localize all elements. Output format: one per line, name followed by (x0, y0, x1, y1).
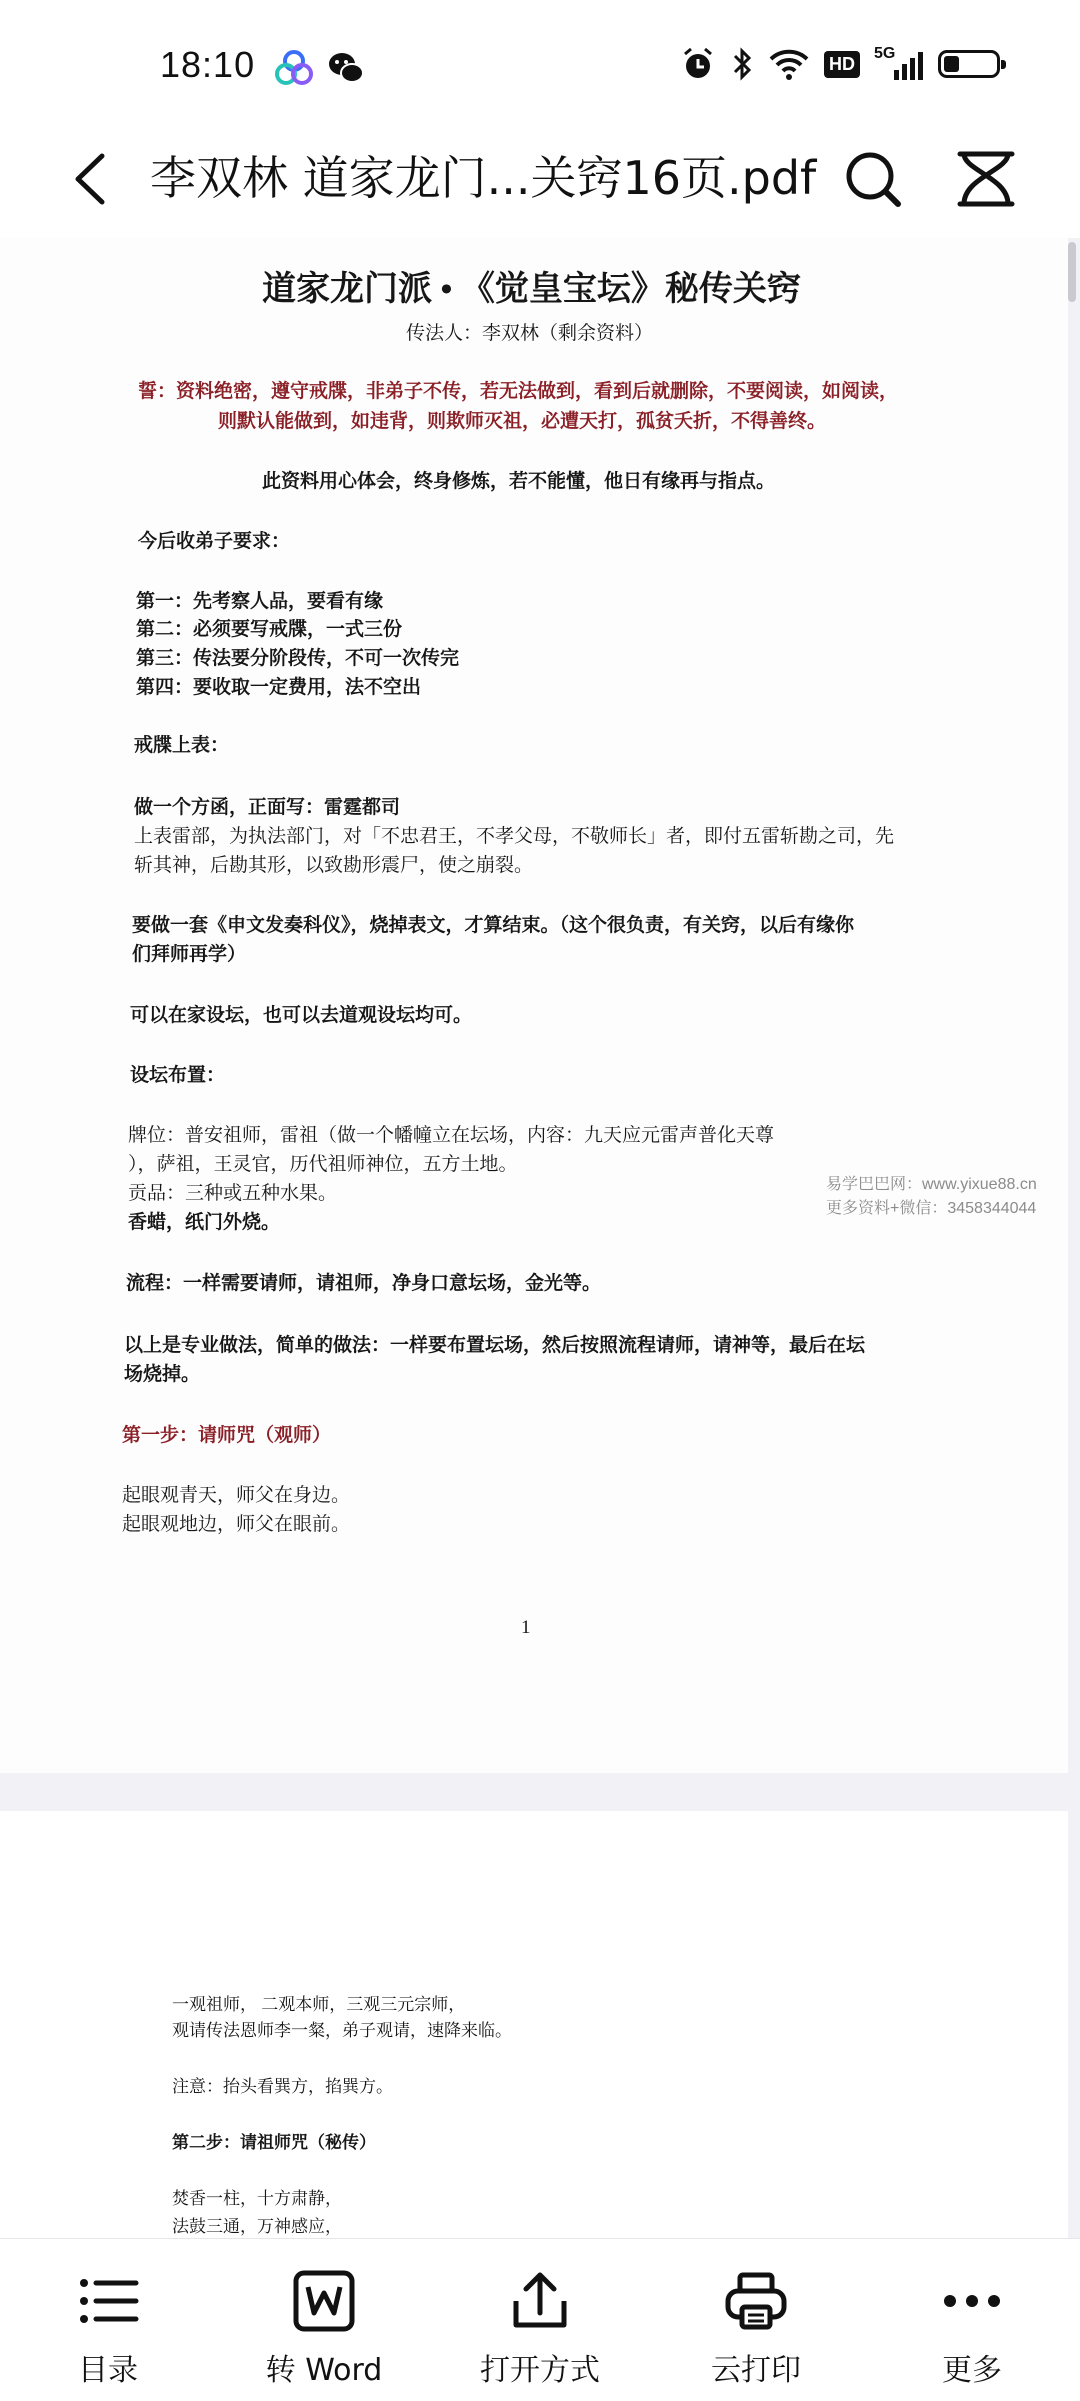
bottom-toolbar (0, 2238, 1080, 2401)
status-bar (0, 0, 1080, 120)
verse-line-1: 起眼观青天，师父在身边。 (122, 1485, 351, 1506)
signal-icon (874, 46, 924, 82)
page2-attention: 注意：抬头看巽方，掐巽方。 (172, 2077, 393, 2096)
pdf-page-1 (0, 238, 1068, 1773)
alarm-icon (680, 46, 716, 82)
battery-level (944, 56, 959, 72)
requirement-2: 第二：必须要写戒牒，一式三份 (136, 619, 403, 640)
app-icon (274, 48, 314, 88)
step-2-heading: 第二步：请祖师咒（秘传） (172, 2133, 376, 2152)
to-word-label: 转 Word (265, 2353, 383, 2388)
status-time: 18:10 (160, 44, 256, 85)
toc-label: 目录 (78, 2353, 138, 2388)
requirement-3: 第三：传法要分阶段传，不可一次传完 (136, 648, 460, 669)
oath-line-1: 誓：资料绝密，遵守戒牒，非弟子不传，若无法做到，看到后就删除，不要阅读，如阅读， (138, 381, 899, 402)
simple-method-2: 场烧掉。 (124, 1364, 201, 1385)
tablet-text-1: 牌位：普安祖师，雷祖（做一个幡幢立在坛场，内容：九天应元雷声普化天尊 (128, 1125, 775, 1146)
doc-note: 此资料用心体会，终身修炼，若不能懂，他日有缘再与指点。 (262, 471, 776, 492)
page2-line-1: 一观祖师， 二观本师，三观三元宗师， (172, 1995, 466, 2014)
altar-layout-heading: 设坛布置： (130, 1065, 226, 1086)
watermark-line-1: 易学巴巴网：www.yixue88.cn (826, 1176, 1037, 1193)
word-icon (292, 2269, 356, 2333)
watermark-line-2: 更多资料+微信：3458344044 (826, 1200, 1037, 1217)
bluetooth-icon (730, 46, 754, 82)
hd-icon: HD (824, 51, 860, 78)
process-text: 流程：一样需要请师，请祖师，净身口意坛场，金光等。 (126, 1273, 602, 1294)
network-type: 5G (874, 45, 896, 62)
list-icon (76, 2269, 140, 2333)
ritual-text-1: 要做一套《申文发奏科仪》，烧掉表文，才算结束。（这个很负责，有关窍，以后有缘你 (132, 915, 855, 936)
open-with-label: 打开方式 (480, 2353, 600, 2388)
page2-line-4: 法鼓三通，万神感应， (172, 2217, 342, 2236)
letter-body-1: 上表雷部，为执法部门，对「不忠君王，不孝父母，不敬师长」者，即付五雷斩勘之司，先 (134, 826, 895, 847)
step-1-heading: 第一步：请师咒（观师） (122, 1425, 332, 1446)
reading-mode-icon[interactable] (950, 142, 1022, 214)
more-icon (940, 2269, 1004, 2333)
status-icons (680, 46, 1000, 82)
home-altar-text: 可以在家设坛，也可以去道观设坛均可。 (130, 1005, 473, 1026)
letter-body-2: 斩其神，后勘其形，以致勘形震尸，使之崩裂。 (134, 855, 534, 876)
wifi-icon (768, 46, 810, 82)
page2-line-3: 焚香一柱，十方肃静， (172, 2189, 342, 2208)
page-number: 1 (521, 1617, 531, 1638)
battery-icon (938, 50, 1000, 78)
oath-line-2: 则默认能做到，如违背，则欺师灭祖，必遭天打，孤贫夭折，不得善终。 (218, 411, 827, 432)
doc-main-title: 道家龙门派 • 《觉皇宝坛》秘传关窍 (262, 271, 801, 308)
document-title: 李双林 道家龙门...关窍16页.pdf (150, 151, 817, 205)
requirements-heading: 今后收弟子要求： (138, 531, 291, 552)
letter-title: 做一个方函，正面写：雷霆都司 (134, 797, 401, 818)
tablet-text-2: ），萨祖，王灵官，历代祖师神位，五方土地。 (128, 1154, 518, 1175)
share-icon (508, 2269, 572, 2333)
wechat-icon (326, 48, 366, 88)
more-button[interactable] (864, 2239, 1080, 2401)
requirement-4: 第四：要收取一定费用，法不空出 (136, 677, 422, 698)
back-icon[interactable] (60, 144, 120, 214)
pdf-page-2 (0, 1811, 1068, 2271)
ritual-text-2: 们拜师再学） (132, 944, 247, 965)
pdf-viewer[interactable] (0, 238, 1080, 2238)
doc-subtitle: 传法人：李双林（剩余资料） (406, 323, 654, 344)
to-word-button[interactable] (216, 2239, 432, 2401)
header-bar (0, 120, 1080, 239)
requirement-1: 第一：先考察人品，要看有缘 (136, 591, 384, 612)
open-with-button[interactable] (432, 2239, 648, 2401)
more-label: 更多 (942, 2353, 1002, 2388)
scrollbar[interactable] (1068, 242, 1076, 302)
simple-method-1: 以上是专业做法，简单的做法：一样要布置坛场，然后按照流程请师，请神等，最后在坛 (124, 1335, 866, 1356)
verse-line-2: 起眼观地边，师父在眼前。 (122, 1514, 351, 1535)
jiedie-heading: 戒牒上表： (134, 735, 230, 756)
search-icon[interactable] (838, 142, 908, 214)
cloud-print-button[interactable] (648, 2239, 864, 2401)
page2-line-2: 观请传法恩师李一粲，弟子观请，速降来临。 (172, 2021, 512, 2040)
incense-text: 香蜡，纸门外烧。 (128, 1212, 281, 1233)
offerings-text: 贡品：三种或五种水果。 (128, 1183, 338, 1204)
cloud-print-label: 云打印 (711, 2353, 801, 2388)
printer-icon (724, 2269, 788, 2333)
toc-button[interactable] (0, 2239, 216, 2401)
